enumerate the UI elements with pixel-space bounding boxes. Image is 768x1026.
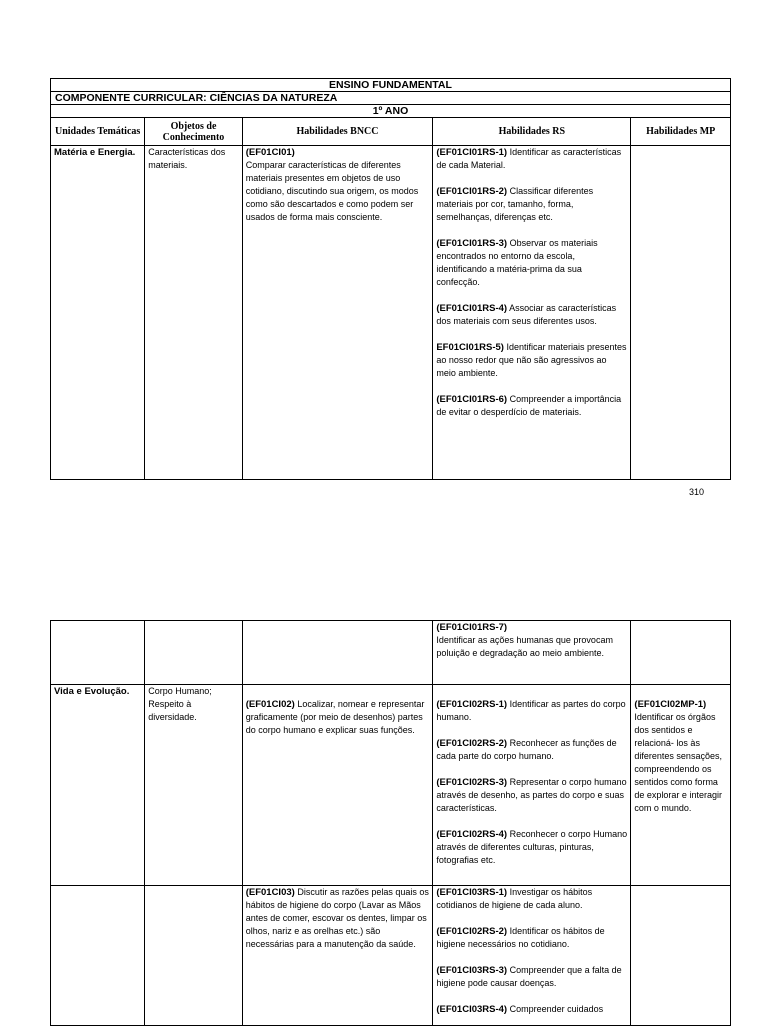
skill-item: (EF01CI02RS-3) Representar o corpo humano através de desenho, as partes do corpo e suas características. [436,777,627,813]
skill-item: (EF01CI01RS-6) Compreender a importância de evitar o desperdício de materiais. [436,394,622,417]
rs-cell [433,146,631,480]
year-header: 1º ANO [51,105,731,118]
mp-cell [631,621,731,685]
column-header: Unidades Temáticas [51,118,145,146]
skill-item: (EF01CI02RS-4) Reconhecer o corpo Humano através de diferentes culturas, pinturas, fotografias etc. [436,829,628,865]
object-cell [145,621,242,685]
curriculum-table-page-2 [50,620,731,1026]
table-row [51,621,731,685]
column-header: Habilidades RS [433,118,631,146]
unit-cell [51,886,145,1026]
column-header-row [51,118,731,146]
table-row [51,146,731,480]
skill-item: (EF01CI01RS-4) Associar as características dos materiais com seus diferentes usos. [436,303,617,326]
mp-cell [631,886,731,1026]
skill-item: (EF01CI02RS-2) Reconhecer as funções de cada parte do corpo humano. [436,738,617,761]
unit-cell: Vida e Evolução. [51,685,145,886]
component-header: COMPONENTE CURRICULAR: CIÊNCIAS DA NATUREZA [51,92,731,105]
object-cell [145,886,242,1026]
column-header: Habilidades MP [631,118,731,146]
rs-cell: (EF01CI01RS-7) Identificar as ações humanas que provocam poluição e degradação ao meio ambiente. [433,621,631,685]
rs-cell [433,685,631,886]
level-header: ENSINO FUNDAMENTAL [51,79,731,92]
table-row [51,886,731,1026]
skill-item: (EF01CI01RS-2) Classificar diferentes materiais por cor, tamanho, forma, semelhanças, diferenças etc. [436,186,594,222]
mp-cell: (EF01CI02MP-1) Identificar os órgãos dos sentidos e relacioná- los às diferentes sensações, compreendendo os sentidos como forma de explorar e interagir com o mundo. [631,685,731,886]
object-cell: Corpo Humano; Respeito à diversidade. [145,685,242,886]
curriculum-table-page-1 [50,78,731,480]
mp-cell [631,146,731,480]
unit-cell [51,621,145,685]
skill-item: (EF01CI03RS-1) Investigar os hábitos cotidianos de higiene de cada aluno. [436,887,593,910]
rs-cell [433,886,631,1026]
column-header: Objetos de Conhecimento [145,118,242,146]
skill-item: (EF01CI02RS-2) Identificar os hábitos de higiene necessários no cotidiano. [436,926,605,949]
bncc-cell: (EF01CI03) Discutir as razões pelas quais os hábitos de higiene do corpo (Lavar as Mãos antes de comer, escovar os dentes, limpar os olhos, nariz e as orelhas etc.) são necessárias para a manutenção da saúde. [242,886,433,1026]
skill-item: EF01CI01RS-5) Identificar materiais presentes ao nosso redor que não são agressivos ao meio ambiente. [436,342,627,378]
unit-cell: Matéria e Energia. [51,146,145,480]
table-row [51,685,731,886]
skill-item: (EF01CI01RS-3) Observar os materiais encontrados no entorno da escola, identificando a matéria-prima da sua confecção. [436,238,598,287]
bncc-cell [242,621,433,685]
column-header: Habilidades BNCC [242,118,433,146]
object-cell: Características dos materiais. [145,146,242,480]
skill-item: (EF01CI02RS-1) Identificar as partes do corpo humano. [436,699,626,722]
bncc-cell: (EF01CI02) Localizar, nomear e representar graficamente (por meio de desenhos) partes do corpo humano e explicar suas funções. [242,685,433,886]
skill-item: (EF01CI01RS-1) Identificar as características de cada Material. [436,147,622,170]
page-number: 310 [689,487,705,497]
bncc-cell: (EF01CI01) Comparar características de diferentes materiais presentes em objetos de uso cotidiano, discutindo sua origem, os modos como são descartados e como podem ser usados de forma mais consciente. [242,146,433,480]
skill-item: (EF01CI03RS-4) Compreender cuidados [436,1004,604,1015]
skill-item: (EF01CI03RS-3) Compreender que a falta de higiene pode causar doenças. [436,965,622,988]
